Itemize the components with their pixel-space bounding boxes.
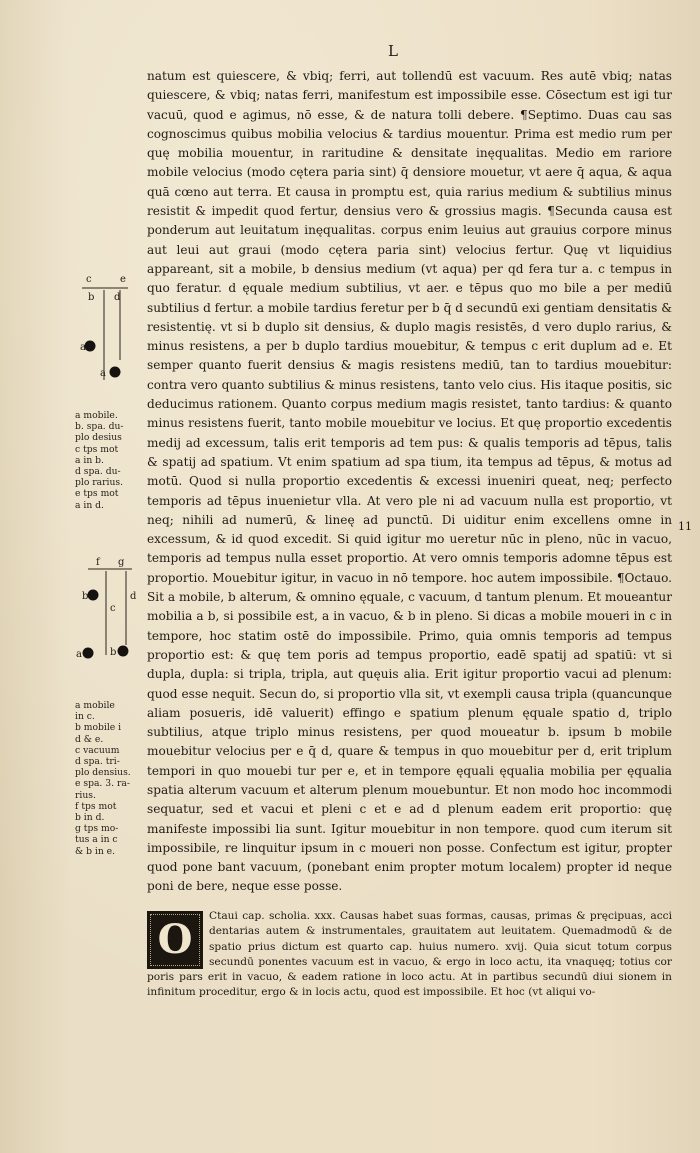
note2-line: tus a in c [75, 834, 118, 846]
diagram1-letter-e: e [120, 274, 126, 285]
diagram2-letter-b1: b [82, 591, 89, 602]
note1-line: b. spa. du- [75, 421, 124, 433]
diagram1-letter-c: c [86, 274, 92, 285]
note2-line: d spa. tri- [75, 756, 120, 768]
note1-line: a mobile. [75, 410, 118, 421]
diagram-1 [78, 270, 138, 400]
note1-line: plo rarius. [75, 477, 124, 489]
diagram2-letter-f: f [96, 557, 100, 568]
note2-line: & b in e. [75, 845, 116, 857]
note1-line: a in b. [75, 454, 104, 466]
note1-line: e tps mot [75, 488, 119, 500]
diagram1-letter-a1: a [80, 342, 86, 353]
note2-line: b in d. [75, 812, 105, 824]
note2-line: f tps mot [75, 800, 117, 812]
note1-line: d spa. du- [75, 466, 121, 478]
note2-line: in c. [75, 711, 95, 723]
note1-line: a in d. [75, 499, 104, 511]
margin-note-2 [75, 700, 141, 857]
note2-line: g tps mo- [75, 823, 119, 835]
diagram1-letter-b: b [88, 292, 95, 303]
note1-line: c tps mot [75, 443, 119, 455]
note2-line: plo densius. [75, 767, 131, 779]
initial-letter: O [157, 916, 193, 964]
diagram1-ball-a-top [85, 341, 96, 352]
right-margin-number: 11 [678, 520, 692, 533]
note2-line: d & e. [75, 733, 104, 745]
diagram2-letter-g: g [118, 557, 125, 568]
decorated-initial [147, 911, 203, 969]
diagram2-ball-a [83, 648, 94, 659]
diagram2-letter-c: c [110, 603, 116, 614]
note2-line: c vacuum [75, 744, 120, 756]
main-paragraph: natum est quiescere, & vbiq; ferri, aut tollendū est vacuum. Res autē vbiq; natas quiescere, & vbiq; natas ferri, manifestum est impossibile esse. Cōsectum est igi tur vacuū, quod e agimus, nō esse, & de natura tolli debere. ¶Septimo. Duas cau sas cognoscimus quibus mobilia velocius & tardius mouentur. Prima est medio rum per quę mobilia mouentur, in raritudine & densitate inęqualitas. Medio em rariore mobile velocius (modo cętera paria sint) q̄ densiore mouetur, vt aere q̄ aqua, & aqua quā cœno aut terra. Et causa in promptu est, quia rarius medium & subtilius minus resistit & impedit quod fertur, densius vero & grossius magis. ¶Secunda causa est ponderum aut leuitatum inęqualitas. corpus enim leuius aut grauius corpore minus aut leui aut graui (modo cętera paria sint) velocius fertur. Quę vt liquidius appareant, sit a mobile, b densius medium (vt aqua) per qd fera tur a. c tempus in quo feratur. d ęquale medium subtilius, vt aer. e tēpus quo mo bile a per mediū subtilius d fertur. a mobile tardius feretur per b q̄ d secundū exi gentiam densitatis & resistentię. vt si b duplo sit densius, & duplo magis resistēs, d vero duplo rarius, & minus resistens, a per b duplo tardius mouebitur, & tempus c erit duplum ad e. Et semper quanto fuerit densius & magis resistens mediū, tan to tardius mouebitur: contra vero quanto subtilius & minus resistens, tanto velo cius. His itaque positis, sic deducimus rationem. Quanto corpus medium magis resistet, tanto tardius: & quanto minus resistens fuerit, tanto mobile mouebitur ve locius. Et quę proportio excedentis medij ad excessum, talis erit temporis ad tem pus: & qualis temporis ad tēpus, talis & spatij ad spatium. Vt enim spatium ad spa tium, ita tempus ad tēpus, & motus ad motū. Quod si nulla proportio excedentis & excessi inueniri queat, neq; perfecto temporis ad tēpus inuenietur vlla. At vero ple ni ad vacuum nulla est proportio, vt neq; nihili ad numerū, & lineę ad punctū. Di uiditur enim excellens omne in excessum, & id quod excedit. Si quid igitur mo ueretur nūc in pleno, nūc in vacuo, temporis ad tempus nulla esset proportio. At vero omnis temporis adomne tēpus est proportio. Mouebitur igitur, in vacuo in nō tempore. hoc autem impossibile. ¶Octauo. Sit a mobile, b alterum, & omnino ęquale, c vacuum, d tantum plenum. Et moueantur mobilia a b, si possibile est, a in vacuo, & b in pleno. Si dicas a mobile moueri in c in tempore, hoc statim ostē do impossibile. Primo, quia omnis temporis ad tempus proportio est: & quę tem poris ad tempus proportio, eadē spatij ad spatiū: vt si dupla, dupla: si tripla, tripla, aut quęuis alia. Erit igitur proportio vacui ad plenum: quod esse nequit. Secun do, si proportio vlla sit, vt exempli causa tripla (quancunque aliam posueris, idē valuerit) effingo e spatium plenum ęquale spatio d, triplo subtilius, atque triplo minus resistens, per quod moueatur b. ipsum b mobile mouebitur velocius per e q̄ d, quare & tempus in quo mouebitur per d, erit triplum tempori in quo mouebi tur per e, et in tempore ęquali ęqualia mobilia per ęqualia spatia alterum vacuum et alterum plenum mouebuntur. Et non modo hoc incommodi sequatur, sed et vacui et pleni c et e ad d plenum eadem erit proportio: quę manifeste impossibi lia sunt. Igitur mouebitur in non tempore. quod cum iterum sit impossibile, re linquitur ipsum in c moueri non posse. Confectum est igitur, propter quod pone bant vacuum, (ponebant enim propter motum localem) propter id neque poni de bere, neque esse posse. [147, 69, 672, 894]
note1-line: plo desius [75, 432, 122, 444]
diagram1-ball-a-bottom [110, 367, 121, 378]
scholia-block [147, 909, 672, 1001]
margin-note-1 [75, 410, 141, 511]
diagram2-letter-b2: b [110, 647, 117, 658]
note2-line: a mobile [75, 700, 115, 711]
diagram2-letter-a: a [76, 649, 82, 660]
diagram2-ball-b-top [88, 590, 99, 601]
diagram2-ball-b-bottom [118, 646, 129, 657]
diagram1-letter-a2: a [100, 368, 106, 379]
main-text-block [147, 67, 672, 897]
diagram-2 [76, 555, 140, 685]
scholia-text: Ctaui cap. scholia. xxx. Causas habet suas formas, causas, primas & pręcipuas, acci dentarias autem & instrumentales, grauitatem aut leuitatem. Quemadmodū & de spatio prius dictum est quarto cap. huius numero. xvij. Quia sicut totum corpus secundū ponentes vacuum est in vacuo, & ergo in loco actu, ita vnaquęq; totius cor poris pars erit in vacuo, & eadem ratione in loco actu. At in partibus secundū diui sionem in infinitum proceditur, ergo & in locis actu, quod est impossibile. Et hoc (vt aliqui vo- [147, 910, 672, 999]
diagram2-letter-d: d [130, 591, 137, 602]
page-signature: L [388, 42, 399, 60]
note2-line: b mobile i [75, 722, 122, 734]
note2-line: e spa. 3. ra- [75, 778, 130, 790]
diagram1-letter-d: d [114, 292, 121, 303]
note2-line: rius. [75, 789, 96, 801]
